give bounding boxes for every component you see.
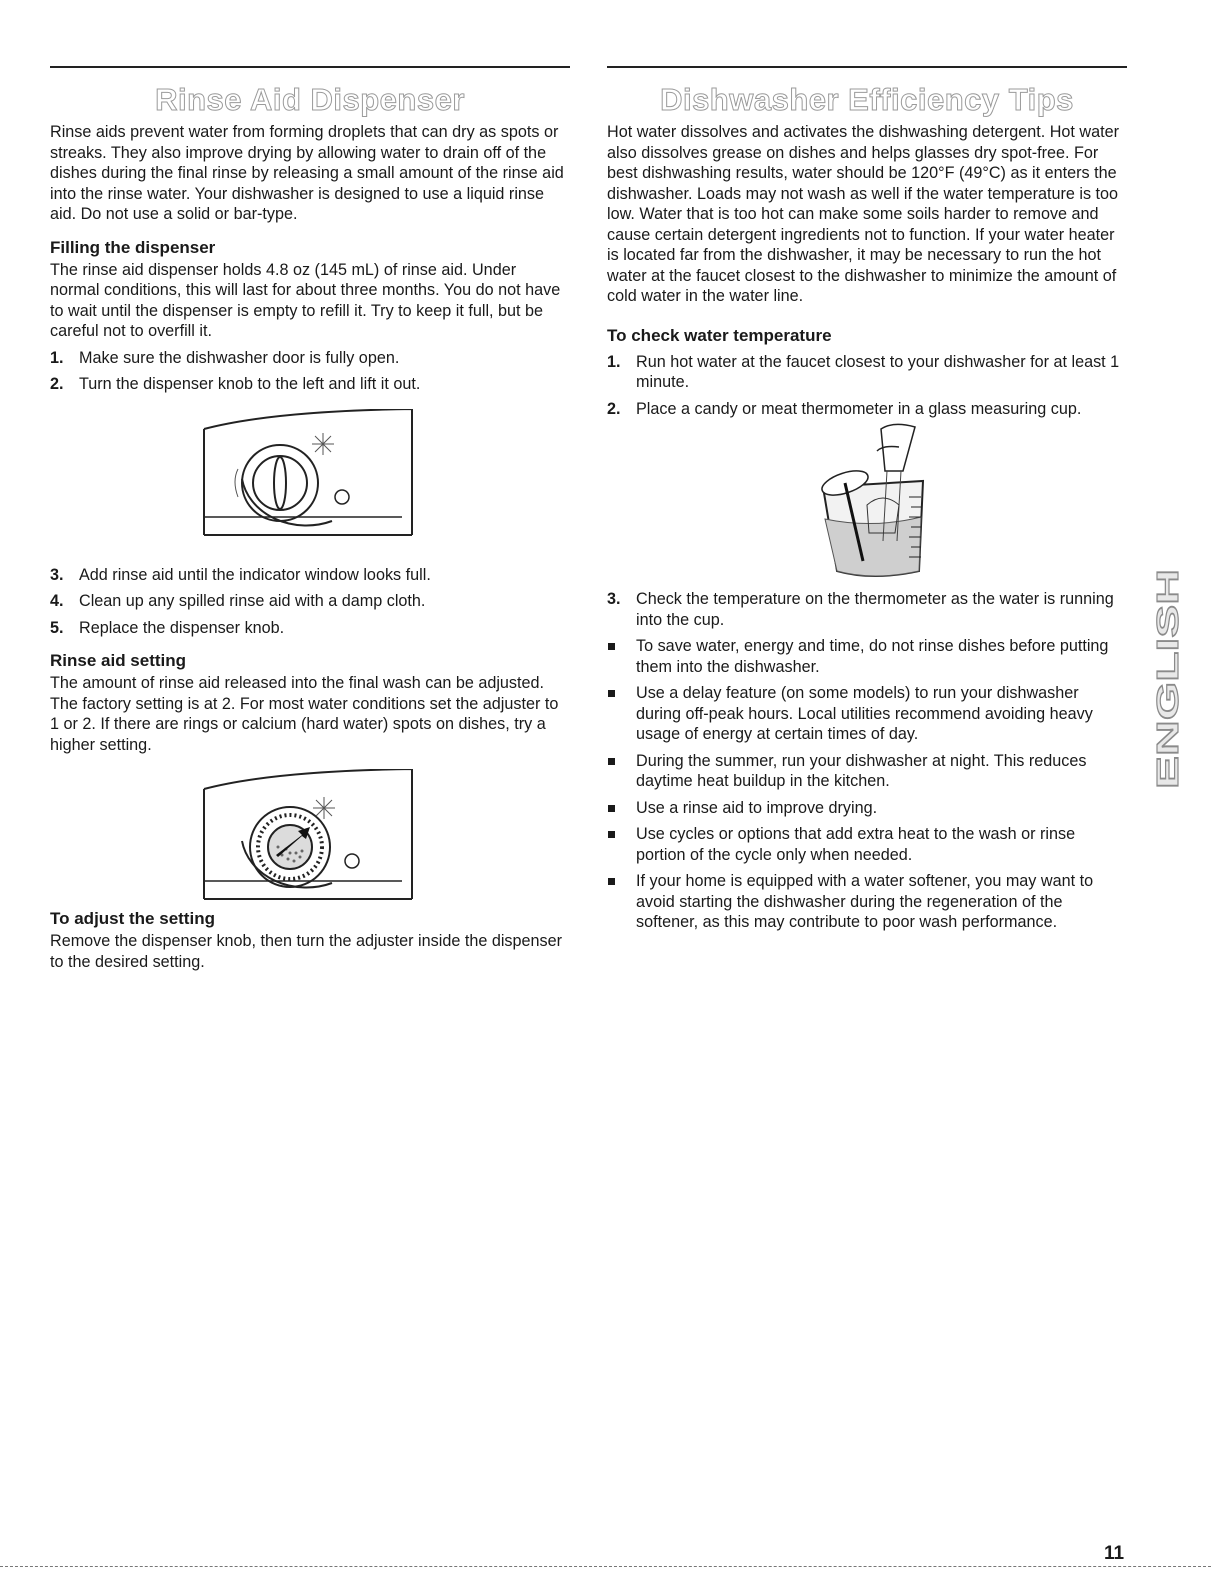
rinse-aid-setting-text: The amount of rinse aid released into the final wash can be adjusted. The factory setting is at 2. For most water conditions set the adjuster to 1 or 2. If there are rings or calcium (hard water) spots on dishes, try a higher setting. [50, 674, 559, 754]
page-number: 11 [1104, 1543, 1125, 1564]
list-item: Use cycles or options that add extra heat to the wash or rinse portion of the cycle only when needed. [607, 824, 1127, 865]
efficiency-tips-list [607, 636, 1127, 933]
bullet-icon [607, 751, 636, 792]
filling-steps [50, 348, 570, 395]
check-temperature-steps [607, 352, 1127, 420]
adjust-setting-heading: To adjust the setting [50, 909, 215, 928]
rinse-aid-setting-heading: Rinse aid setting [50, 651, 187, 670]
list-item: 1. Run hot water at the faucet closest to your dishwasher for at least 1 minute. [607, 352, 1120, 391]
bullet-icon [607, 871, 636, 933]
check-temperature-heading: To check water temperature [607, 325, 832, 345]
check-temperature-steps-continued [607, 589, 1127, 630]
list-item: Use a rinse aid to improve drying. [607, 798, 1127, 819]
list-item: If your home is equipped with a water softener, you may want to avoid starting the dishwasher during the regeneration of the softener, as this may contribute to poor wash performance. [607, 871, 1127, 933]
list-item: 3. Add rinse aid until the indicator window looks full. [50, 565, 431, 584]
right-column [607, 66, 1127, 933]
bullet-icon [607, 824, 636, 865]
section-title-efficiency-tips: Dishwasher Efficiency Tips [660, 82, 1074, 117]
section-rule [607, 66, 1127, 68]
list-item: During the summer, run your dishwasher at night. This reduces daytime heat buildup in the kitchen. [607, 751, 1127, 792]
list-item: 1. Make sure the dishwasher door is fully open. [50, 348, 400, 367]
list-item: 3. Check the temperature on the thermometer as the water is running into the cup. [607, 590, 1114, 629]
rinse-aid-adjuster-illustration [202, 769, 570, 905]
list-item: To save water, energy and time, do not rinse dishes before putting them into the dishwasher. [607, 636, 1127, 677]
side-tab-label: ENGLISH [1152, 651, 1185, 789]
list-item: 4. Clean up any spilled rinse aid with a damp cloth. [50, 592, 426, 610]
page-bottom-rule [0, 1566, 1211, 1567]
bullet-icon [607, 683, 636, 745]
dispenser-knob-illustration [202, 409, 570, 551]
adjust-setting-text: Remove the dispenser knob, then turn the adjuster inside the dispenser to the desired setting. [50, 932, 563, 971]
left-column [50, 66, 570, 972]
language-side-tab [1152, 567, 1186, 789]
bullet-icon [607, 636, 636, 677]
filling-steps-continued [50, 565, 570, 639]
list-item: 5. Replace the dispenser knob. [50, 618, 285, 637]
filling-text: The rinse aid dispenser holds 4.8 oz (145 mL) of rinse aid. Under normal conditions, this will last for about three months. You do not have to wait until the dispenser is empty to refill it. Try to keep it full, but be careful not to overfill it. [50, 260, 561, 340]
measuring-cup-thermometer-illustration [803, 421, 1127, 581]
filling-heading: Filling the dispenser [50, 237, 216, 257]
section-title-rinse-aid: Rinse Aid Dispenser [155, 82, 465, 117]
section-rule [50, 66, 570, 68]
efficiency-intro: Hot water dissolves and activates the dishwashing detergent. Hot water also dissolves grease on dishes and helps glasses dry spot-free. For best dishwashing results, water should be 120°F (49°C) as it enters the dishwasher. Loads may not wash as well if the water temperature is too low. Water that is too hot can make some soils harder to remove and cause certain detergent ingredients not to function. If your water heater is located far from the dishwasher, it may be necessary to run the hot water at the faucet closest to the dishwasher to minimize the amount of cold water in the water line. [607, 123, 1119, 305]
list-item: 2. Place a candy or meat thermometer in a glass measuring cup. [607, 399, 1082, 418]
bullet-icon [607, 798, 636, 819]
list-item: 2. Turn the dispenser knob to the left and lift it out. [50, 375, 421, 393]
rinse-aid-intro: Rinse aids prevent water from forming droplets that can dry as spots or streaks. They also improve drying by allowing water to drain off of the dishes during the final rinse by releasing a small amount of the rinse aid into the rinse water. Your dishwasher is designed to use a liquid rinse aid. Do not use a solid or bar-type. [50, 123, 564, 223]
list-item: Use a delay feature (on some models) to run your dishwasher during off-peak hours. Local utilities recommend avoiding heavy usage of energy at certain times of day. [607, 683, 1127, 745]
